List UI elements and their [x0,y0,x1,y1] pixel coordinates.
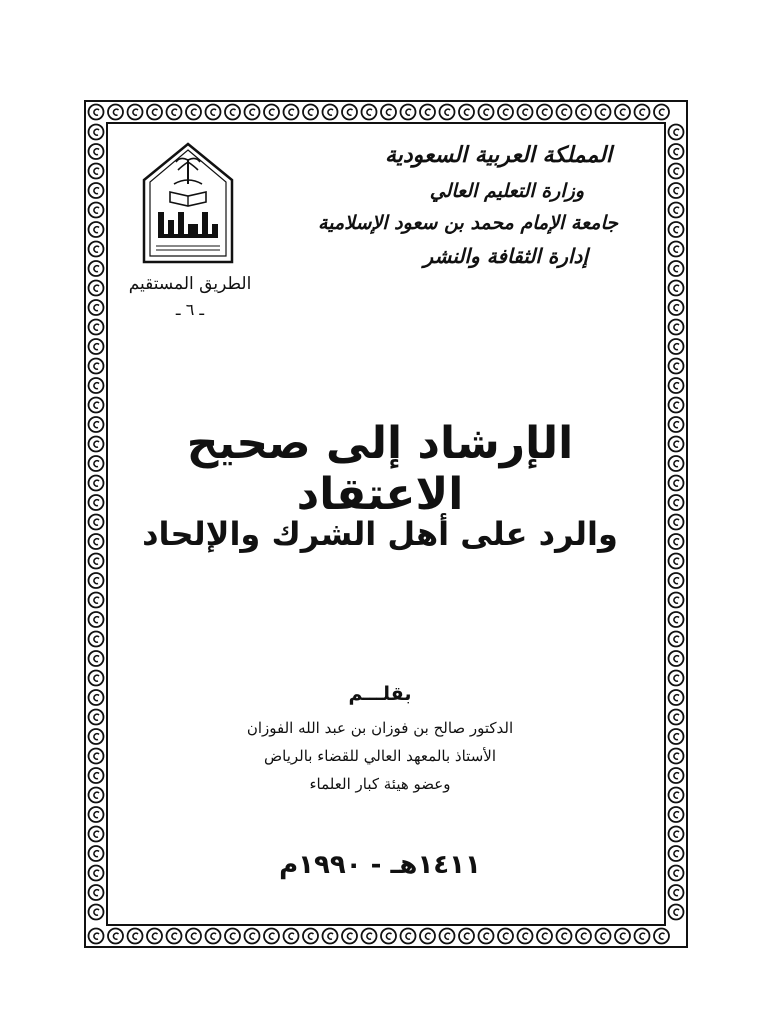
spiral-ornament-icon [89,612,104,627]
spiral-ornament-icon [479,105,494,120]
spiral-ornament-icon [89,242,104,257]
spiral-ornament-icon [186,929,201,944]
spiral-ornament-icon [89,788,104,803]
spiral-ornament-icon [245,105,260,120]
spiral-ornament-icon [669,476,684,491]
spiral-ornament-icon [284,929,299,944]
ministry-name: وزارة التعليم العالي [429,180,584,202]
spiral-ornament-icon [264,105,279,120]
spiral-ornament-icon [186,105,201,120]
spiral-ornament-icon [669,593,684,608]
spiral-ornament-icon [225,105,240,120]
university-name: جامعة الإمام محمد بن سعود الإسلامية [318,212,618,234]
spiral-ornament-icon [147,105,162,120]
spiral-ornament-icon [576,929,591,944]
spiral-ornament-icon [89,729,104,744]
author-position: الأستاذ بالمعهد العالي للقضاء بالرياض [264,747,496,765]
spiral-ornament-icon [537,929,552,944]
spiral-ornament-icon [669,320,684,335]
spiral-ornament-icon [669,788,684,803]
spiral-ornament-icon [323,929,338,944]
spiral-ornament-icon [89,768,104,783]
spiral-ornament-icon [669,242,684,257]
spiral-ornament-icon [323,105,338,120]
spiral-ornament-icon [89,183,104,198]
spiral-ornament-icon [89,437,104,452]
country-name: المملكة العربية السعودية [384,142,612,168]
spiral-ornament-icon [669,573,684,588]
spiral-ornament-icon [615,929,630,944]
spiral-ornament-icon [401,105,416,120]
publication-date: ١٤١١هـ - ١٩٩٠م [279,850,481,880]
spiral-ornament-icon [89,554,104,569]
university-emblem-logo [140,140,236,270]
spiral-ornament-icon [479,929,494,944]
spiral-ornament-icon [89,495,104,510]
spiral-ornament-icon [420,929,435,944]
spiral-ornament-icon [381,929,396,944]
spiral-ornament-icon [381,105,396,120]
spiral-ornament-icon [669,144,684,159]
spiral-ornament-icon [89,885,104,900]
spiral-ornament-icon [89,827,104,842]
spiral-ornament-icon [89,807,104,822]
byline-label: بقلـــم [348,683,412,705]
spiral-ornament-icon [669,632,684,647]
spiral-ornament-icon [303,929,318,944]
author-membership: وعضو هيئة كبار العلماء [309,775,451,793]
author-block [150,714,610,798]
spiral-ornament-icon [89,929,104,944]
series-block [120,274,260,319]
spiral-ornament-icon [225,929,240,944]
spiral-ornament-icon [669,164,684,179]
spiral-ornament-icon [89,651,104,666]
spiral-ornament-icon [108,929,123,944]
spiral-ornament-icon [342,929,357,944]
spiral-ornament-icon [108,105,123,120]
spiral-ornament-icon [669,378,684,393]
spiral-ornament-icon [669,203,684,218]
spiral-ornament-icon [669,554,684,569]
spiral-ornament-icon [128,929,143,944]
spiral-ornament-icon [669,183,684,198]
spiral-ornament-icon [89,866,104,881]
spiral-ornament-icon [669,729,684,744]
spiral-ornament-icon [669,261,684,276]
spiral-ornament-icon [615,105,630,120]
spiral-ornament-icon [654,105,669,120]
spiral-ornament-icon [669,905,684,920]
spiral-ornament-icon [284,105,299,120]
spiral-ornament-icon [89,125,104,140]
book-subtitle: والرد على أهل الشرك والإلحاد [142,515,618,553]
spiral-ornament-icon [89,320,104,335]
spiral-ornament-icon [89,632,104,647]
spiral-ornament-icon [89,359,104,374]
spiral-ornament-icon [518,105,533,120]
author-name: الدكتور صالح بن فوزان بن عبد الله الفوزان [246,719,514,737]
spiral-ornament-icon [669,671,684,686]
spiral-ornament-icon [669,495,684,510]
spiral-ornament-icon [401,929,416,944]
spiral-ornament-icon [669,281,684,296]
spiral-ornament-icon [128,105,143,120]
spiral-ornament-icon [89,456,104,471]
spiral-ornament-icon [669,534,684,549]
spiral-ornament-icon [669,612,684,627]
spiral-ornament-icon [167,929,182,944]
spiral-ornament-icon [89,144,104,159]
spiral-ornament-icon [89,300,104,315]
spiral-ornament-icon [459,929,474,944]
spiral-ornament-icon [342,105,357,120]
spiral-ornament-icon [669,846,684,861]
spiral-ornament-icon [167,105,182,120]
spiral-ornament-icon [669,300,684,315]
spiral-ornament-icon [498,929,513,944]
spiral-ornament-icon [89,846,104,861]
spiral-ornament-icon [303,105,318,120]
spiral-ornament-icon [89,690,104,705]
spiral-ornament-icon [669,437,684,452]
spiral-ornament-icon [89,515,104,530]
spiral-ornament-icon [669,456,684,471]
spiral-ornament-icon [669,651,684,666]
series-number: ـ ٦ ـ [175,300,205,319]
spiral-ornament-icon [264,929,279,944]
spiral-ornament-icon [557,929,572,944]
spiral-ornament-icon [89,476,104,491]
spiral-ornament-icon [362,929,377,944]
spiral-ornament-icon [596,105,611,120]
spiral-ornament-icon [498,105,513,120]
book-title: الإرشاد إلى صحيح الاعتقاد [186,418,574,520]
spiral-ornament-icon [635,105,650,120]
series-name: الطريق المستقيم [128,274,252,294]
spiral-ornament-icon [420,105,435,120]
spiral-ornament-icon [669,768,684,783]
spiral-ornament-icon [89,593,104,608]
spiral-ornament-icon [537,105,552,120]
spiral-ornament-icon [89,573,104,588]
spiral-ornament-icon [669,398,684,413]
spiral-ornament-icon [669,690,684,705]
spiral-ornament-icon [654,929,669,944]
spiral-ornament-icon [89,281,104,296]
spiral-ornament-icon [669,807,684,822]
spiral-ornament-icon [596,929,611,944]
spiral-ornament-icon [89,222,104,237]
spiral-ornament-icon [669,222,684,237]
spiral-ornament-icon [89,203,104,218]
spiral-ornament-icon [669,339,684,354]
spiral-ornament-icon [89,905,104,920]
spiral-ornament-icon [89,671,104,686]
spiral-ornament-icon [669,515,684,530]
spiral-ornament-icon [206,105,221,120]
institution-header [318,142,618,282]
spiral-ornament-icon [89,710,104,725]
spiral-ornament-icon [669,125,684,140]
spiral-ornament-icon [89,749,104,764]
spiral-ornament-icon [89,534,104,549]
spiral-ornament-icon [669,359,684,374]
spiral-ornament-icon [576,105,591,120]
spiral-ornament-icon [89,378,104,393]
spiral-ornament-icon [440,929,455,944]
spiral-ornament-icon [147,929,162,944]
spiral-ornament-icon [518,929,533,944]
spiral-ornament-icon [89,105,104,120]
spiral-ornament-icon [557,105,572,120]
spiral-ornament-icon [669,417,684,432]
spiral-ornament-icon [89,164,104,179]
spiral-ornament-icon [669,827,684,842]
spiral-ornament-icon [669,885,684,900]
spiral-ornament-icon [635,929,650,944]
spiral-ornament-icon [669,710,684,725]
spiral-ornament-icon [89,417,104,432]
department-name: إدارة الثقافة والنشر [423,244,588,268]
spiral-ornament-icon [89,261,104,276]
spiral-ornament-icon [362,105,377,120]
spiral-ornament-icon [459,105,474,120]
spiral-ornament-icon [245,929,260,944]
spiral-ornament-icon [669,866,684,881]
spiral-ornament-icon [440,105,455,120]
spiral-ornament-icon [206,929,221,944]
spiral-ornament-icon [89,339,104,354]
spiral-ornament-icon [669,749,684,764]
spiral-ornament-icon [89,398,104,413]
